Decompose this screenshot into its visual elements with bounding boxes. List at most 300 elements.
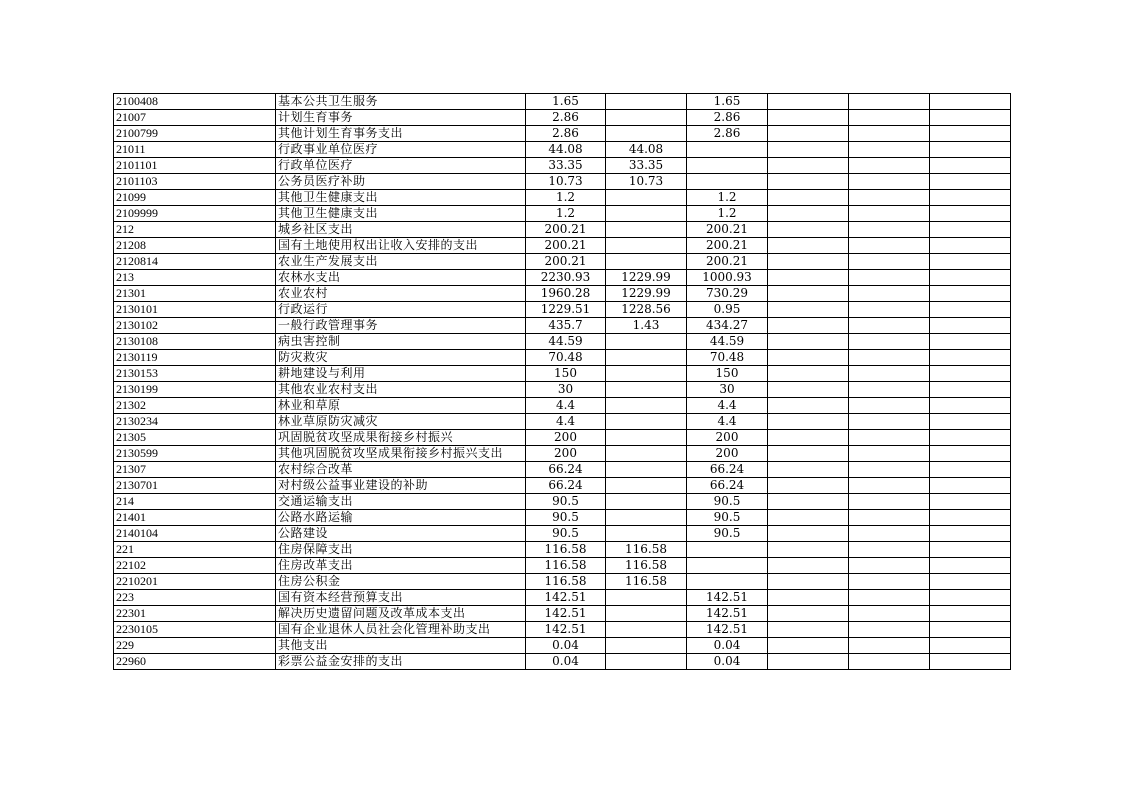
cell-subject-name: 一般行政管理事务 [276, 318, 526, 334]
table-row [114, 510, 1011, 526]
table-row [114, 110, 1011, 126]
cell-project-expenditure: 0.04 [687, 638, 768, 654]
cell-total: 200.21 [526, 238, 606, 254]
cell-total: 116.58 [526, 542, 606, 558]
cell-empty-col-8 [930, 590, 1011, 606]
cell-subject-name: 城乡社区支出 [276, 222, 526, 238]
cell-subject-code: 21011 [114, 142, 276, 158]
cell-total: 116.58 [526, 574, 606, 590]
cell-project-expenditure: 2.86 [687, 110, 768, 126]
cell-basic-expenditure: 1.43 [606, 318, 687, 334]
cell-basic-expenditure: 10.73 [606, 174, 687, 190]
table-body [114, 94, 1011, 670]
cell-empty-col-6 [768, 94, 849, 110]
cell-project-expenditure [687, 142, 768, 158]
cell-subject-code: 2101101 [114, 158, 276, 174]
cell-subject-code: 22301 [114, 606, 276, 622]
cell-empty-col-6 [768, 286, 849, 302]
cell-subject-name: 其他巩固脱贫攻坚成果衔接乡村振兴支出 [276, 446, 526, 462]
cell-subject-name: 农村综合改革 [276, 462, 526, 478]
cell-total: 150 [526, 366, 606, 382]
table-row [114, 318, 1011, 334]
cell-basic-expenditure [606, 478, 687, 494]
cell-empty-col-7 [849, 126, 930, 142]
cell-total: 200.21 [526, 222, 606, 238]
cell-empty-col-8 [930, 142, 1011, 158]
cell-empty-col-8 [930, 350, 1011, 366]
cell-basic-expenditure [606, 126, 687, 142]
cell-empty-col-6 [768, 510, 849, 526]
cell-total: 142.51 [526, 590, 606, 606]
cell-empty-col-6 [768, 430, 849, 446]
cell-subject-name: 住房公积金 [276, 574, 526, 590]
cell-basic-expenditure: 33.35 [606, 158, 687, 174]
cell-subject-name: 国有企业退休人员社会化管理补助支出 [276, 622, 526, 638]
table-row [114, 446, 1011, 462]
cell-project-expenditure: 142.51 [687, 622, 768, 638]
cell-empty-col-8 [930, 190, 1011, 206]
cell-empty-col-8 [930, 222, 1011, 238]
table-row [114, 526, 1011, 542]
table-row [114, 174, 1011, 190]
table-row [114, 382, 1011, 398]
cell-subject-code: 21099 [114, 190, 276, 206]
cell-total: 2.86 [526, 126, 606, 142]
cell-empty-col-7 [849, 382, 930, 398]
cell-total: 4.4 [526, 398, 606, 414]
cell-basic-expenditure: 116.58 [606, 558, 687, 574]
cell-empty-col-6 [768, 350, 849, 366]
cell-empty-col-8 [930, 622, 1011, 638]
cell-empty-col-8 [930, 174, 1011, 190]
cell-empty-col-8 [930, 526, 1011, 542]
cell-empty-col-8 [930, 414, 1011, 430]
cell-subject-name: 病虫害控制 [276, 334, 526, 350]
cell-empty-col-6 [768, 526, 849, 542]
cell-empty-col-6 [768, 334, 849, 350]
cell-total: 0.04 [526, 654, 606, 670]
cell-empty-col-6 [768, 174, 849, 190]
budget-expenditure-sheet [113, 93, 1010, 670]
cell-project-expenditure [687, 174, 768, 190]
cell-empty-col-6 [768, 590, 849, 606]
cell-subject-code: 2130153 [114, 366, 276, 382]
table-row [114, 206, 1011, 222]
table-row [114, 254, 1011, 270]
cell-empty-col-8 [930, 126, 1011, 142]
cell-subject-name: 农业农村 [276, 286, 526, 302]
cell-empty-col-7 [849, 190, 930, 206]
cell-empty-col-8 [930, 158, 1011, 174]
cell-total: 66.24 [526, 478, 606, 494]
cell-total: 1229.51 [526, 302, 606, 318]
cell-empty-col-6 [768, 622, 849, 638]
cell-empty-col-6 [768, 254, 849, 270]
cell-project-expenditure: 730.29 [687, 286, 768, 302]
cell-project-expenditure: 4.4 [687, 414, 768, 430]
cell-subject-code: 229 [114, 638, 276, 654]
cell-subject-name: 农业生产发展支出 [276, 254, 526, 270]
cell-basic-expenditure: 1228.56 [606, 302, 687, 318]
cell-empty-col-7 [849, 318, 930, 334]
cell-subject-code: 2130599 [114, 446, 276, 462]
cell-project-expenditure: 1.65 [687, 94, 768, 110]
cell-project-expenditure: 0.04 [687, 654, 768, 670]
cell-project-expenditure: 66.24 [687, 462, 768, 478]
cell-empty-col-8 [930, 238, 1011, 254]
cell-empty-col-7 [849, 414, 930, 430]
cell-empty-col-6 [768, 190, 849, 206]
cell-empty-col-8 [930, 206, 1011, 222]
cell-empty-col-6 [768, 158, 849, 174]
cell-basic-expenditure: 1229.99 [606, 286, 687, 302]
cell-empty-col-7 [849, 510, 930, 526]
cell-project-expenditure: 200.21 [687, 238, 768, 254]
cell-subject-code: 21208 [114, 238, 276, 254]
cell-total: 1.2 [526, 206, 606, 222]
cell-empty-col-8 [930, 510, 1011, 526]
cell-empty-col-7 [849, 606, 930, 622]
table-row [114, 574, 1011, 590]
cell-total: 200 [526, 446, 606, 462]
cell-empty-col-7 [849, 158, 930, 174]
cell-project-expenditure: 200.21 [687, 254, 768, 270]
cell-project-expenditure: 142.51 [687, 606, 768, 622]
cell-empty-col-7 [849, 94, 930, 110]
cell-subject-code: 2101103 [114, 174, 276, 190]
cell-total: 90.5 [526, 510, 606, 526]
cell-subject-code: 21401 [114, 510, 276, 526]
cell-empty-col-8 [930, 574, 1011, 590]
table-row [114, 654, 1011, 670]
cell-project-expenditure: 434.27 [687, 318, 768, 334]
cell-basic-expenditure [606, 494, 687, 510]
table-row [114, 238, 1011, 254]
cell-empty-col-8 [930, 494, 1011, 510]
cell-basic-expenditure [606, 350, 687, 366]
table-row [114, 606, 1011, 622]
cell-subject-name: 解决历史遗留问题及改革成本支出 [276, 606, 526, 622]
cell-total: 1.2 [526, 190, 606, 206]
cell-empty-col-8 [930, 446, 1011, 462]
cell-basic-expenditure [606, 462, 687, 478]
cell-basic-expenditure [606, 446, 687, 462]
cell-subject-name: 行政单位医疗 [276, 158, 526, 174]
table-row [114, 398, 1011, 414]
cell-subject-code: 214 [114, 494, 276, 510]
cell-basic-expenditure [606, 590, 687, 606]
cell-total: 90.5 [526, 494, 606, 510]
cell-empty-col-7 [849, 110, 930, 126]
cell-empty-col-6 [768, 446, 849, 462]
cell-subject-code: 2210201 [114, 574, 276, 590]
cell-subject-code: 22102 [114, 558, 276, 574]
table-row [114, 190, 1011, 206]
cell-empty-col-8 [930, 542, 1011, 558]
cell-empty-col-7 [849, 590, 930, 606]
cell-basic-expenditure [606, 206, 687, 222]
cell-empty-col-8 [930, 382, 1011, 398]
cell-subject-code: 2130701 [114, 478, 276, 494]
cell-project-expenditure: 90.5 [687, 510, 768, 526]
cell-empty-col-6 [768, 366, 849, 382]
cell-empty-col-8 [930, 462, 1011, 478]
cell-empty-col-6 [768, 606, 849, 622]
cell-empty-col-6 [768, 574, 849, 590]
cell-subject-name: 耕地建设与利用 [276, 366, 526, 382]
cell-empty-col-8 [930, 558, 1011, 574]
cell-basic-expenditure [606, 654, 687, 670]
cell-empty-col-6 [768, 382, 849, 398]
cell-empty-col-7 [849, 638, 930, 654]
cell-empty-col-6 [768, 222, 849, 238]
cell-subject-name: 基本公共卫生服务 [276, 94, 526, 110]
cell-empty-col-8 [930, 302, 1011, 318]
table-row [114, 590, 1011, 606]
cell-subject-code: 21305 [114, 430, 276, 446]
cell-total: 2230.93 [526, 270, 606, 286]
cell-project-expenditure: 70.48 [687, 350, 768, 366]
cell-project-expenditure: 4.4 [687, 398, 768, 414]
cell-basic-expenditure [606, 222, 687, 238]
cell-subject-name: 其他农业农村支出 [276, 382, 526, 398]
cell-basic-expenditure [606, 606, 687, 622]
cell-subject-name: 行政运行 [276, 302, 526, 318]
cell-empty-col-7 [849, 494, 930, 510]
cell-empty-col-7 [849, 478, 930, 494]
cell-subject-code: 221 [114, 542, 276, 558]
cell-subject-name: 林业草原防灾减灾 [276, 414, 526, 430]
cell-empty-col-7 [849, 542, 930, 558]
cell-subject-name: 林业和草原 [276, 398, 526, 414]
table-row [114, 414, 1011, 430]
cell-subject-code: 2140104 [114, 526, 276, 542]
table-row [114, 142, 1011, 158]
cell-empty-col-6 [768, 478, 849, 494]
cell-project-expenditure: 200.21 [687, 222, 768, 238]
cell-basic-expenditure [606, 190, 687, 206]
cell-subject-code: 213 [114, 270, 276, 286]
cell-empty-col-7 [849, 270, 930, 286]
cell-empty-col-8 [930, 654, 1011, 670]
cell-empty-col-8 [930, 606, 1011, 622]
cell-project-expenditure: 1.2 [687, 190, 768, 206]
table-row [114, 94, 1011, 110]
cell-subject-code: 212 [114, 222, 276, 238]
cell-total: 200 [526, 430, 606, 446]
table-row [114, 542, 1011, 558]
table-row [114, 302, 1011, 318]
cell-total: 0.04 [526, 638, 606, 654]
cell-empty-col-6 [768, 638, 849, 654]
cell-empty-col-6 [768, 462, 849, 478]
table-row [114, 366, 1011, 382]
cell-total: 44.59 [526, 334, 606, 350]
cell-empty-col-6 [768, 654, 849, 670]
cell-empty-col-6 [768, 558, 849, 574]
cell-empty-col-8 [930, 430, 1011, 446]
cell-subject-code: 2230105 [114, 622, 276, 638]
cell-basic-expenditure: 44.08 [606, 142, 687, 158]
cell-subject-name: 其他支出 [276, 638, 526, 654]
cell-empty-col-7 [849, 142, 930, 158]
cell-total: 1960.28 [526, 286, 606, 302]
cell-empty-col-7 [849, 430, 930, 446]
table-row [114, 286, 1011, 302]
cell-subject-name: 对村级公益事业建设的补助 [276, 478, 526, 494]
cell-empty-col-6 [768, 142, 849, 158]
table-row [114, 334, 1011, 350]
cell-subject-code: 22960 [114, 654, 276, 670]
cell-empty-col-7 [849, 206, 930, 222]
cell-empty-col-8 [930, 398, 1011, 414]
cell-empty-col-6 [768, 302, 849, 318]
cell-basic-expenditure [606, 430, 687, 446]
cell-empty-col-8 [930, 110, 1011, 126]
cell-total: 4.4 [526, 414, 606, 430]
cell-empty-col-7 [849, 238, 930, 254]
cell-empty-col-7 [849, 462, 930, 478]
cell-empty-col-8 [930, 94, 1011, 110]
cell-total: 30 [526, 382, 606, 398]
cell-project-expenditure: 200 [687, 446, 768, 462]
cell-empty-col-6 [768, 110, 849, 126]
cell-total: 70.48 [526, 350, 606, 366]
cell-empty-col-7 [849, 366, 930, 382]
cell-total: 116.58 [526, 558, 606, 574]
cell-subject-name: 巩固脱贫攻坚成果衔接乡村振兴 [276, 430, 526, 446]
cell-empty-col-7 [849, 222, 930, 238]
cell-basic-expenditure [606, 414, 687, 430]
cell-empty-col-7 [849, 622, 930, 638]
cell-basic-expenditure [606, 510, 687, 526]
cell-empty-col-6 [768, 494, 849, 510]
cell-subject-name: 公路水路运输 [276, 510, 526, 526]
cell-empty-col-6 [768, 414, 849, 430]
cell-project-expenditure [687, 558, 768, 574]
cell-basic-expenditure [606, 398, 687, 414]
cell-subject-code: 223 [114, 590, 276, 606]
cell-subject-code: 2130234 [114, 414, 276, 430]
cell-empty-col-8 [930, 366, 1011, 382]
cell-subject-name: 防灾救灾 [276, 350, 526, 366]
cell-subject-code: 2100408 [114, 94, 276, 110]
table-row [114, 494, 1011, 510]
cell-total: 200.21 [526, 254, 606, 270]
cell-subject-code: 2100799 [114, 126, 276, 142]
cell-project-expenditure: 1.2 [687, 206, 768, 222]
cell-total: 90.5 [526, 526, 606, 542]
cell-total: 2.86 [526, 110, 606, 126]
cell-subject-code: 2120814 [114, 254, 276, 270]
cell-empty-col-7 [849, 350, 930, 366]
cell-subject-name: 其他计划生育事务支出 [276, 126, 526, 142]
cell-basic-expenditure [606, 94, 687, 110]
cell-empty-col-7 [849, 302, 930, 318]
cell-total: 33.35 [526, 158, 606, 174]
cell-subject-name: 住房改革支出 [276, 558, 526, 574]
cell-subject-code: 21302 [114, 398, 276, 414]
cell-subject-name: 行政事业单位医疗 [276, 142, 526, 158]
cell-project-expenditure: 0.95 [687, 302, 768, 318]
cell-empty-col-7 [849, 254, 930, 270]
cell-basic-expenditure [606, 622, 687, 638]
cell-empty-col-7 [849, 574, 930, 590]
cell-subject-code: 2130101 [114, 302, 276, 318]
table-row [114, 222, 1011, 238]
cell-empty-col-8 [930, 286, 1011, 302]
cell-empty-col-6 [768, 126, 849, 142]
cell-empty-col-7 [849, 398, 930, 414]
cell-subject-name: 交通运输支出 [276, 494, 526, 510]
cell-project-expenditure: 44.59 [687, 334, 768, 350]
cell-empty-col-8 [930, 478, 1011, 494]
table-row [114, 430, 1011, 446]
cell-project-expenditure [687, 542, 768, 558]
cell-total: 435.7 [526, 318, 606, 334]
cell-subject-name: 计划生育事务 [276, 110, 526, 126]
cell-empty-col-8 [930, 254, 1011, 270]
cell-basic-expenditure: 116.58 [606, 542, 687, 558]
cell-project-expenditure: 66.24 [687, 478, 768, 494]
cell-subject-code: 21307 [114, 462, 276, 478]
cell-total: 142.51 [526, 606, 606, 622]
cell-basic-expenditure [606, 254, 687, 270]
table-row [114, 462, 1011, 478]
cell-empty-col-6 [768, 398, 849, 414]
table-row [114, 558, 1011, 574]
cell-project-expenditure: 200 [687, 430, 768, 446]
cell-subject-name: 住房保障支出 [276, 542, 526, 558]
cell-total: 10.73 [526, 174, 606, 190]
cell-total: 66.24 [526, 462, 606, 478]
cell-total: 1.65 [526, 94, 606, 110]
table-row [114, 478, 1011, 494]
cell-empty-col-6 [768, 270, 849, 286]
cell-empty-col-7 [849, 174, 930, 190]
cell-empty-col-7 [849, 286, 930, 302]
cell-subject-code: 2130108 [114, 334, 276, 350]
cell-subject-name: 其他卫生健康支出 [276, 190, 526, 206]
cell-basic-expenditure [606, 526, 687, 542]
cell-subject-code: 2130119 [114, 350, 276, 366]
cell-basic-expenditure [606, 382, 687, 398]
cell-subject-code: 21007 [114, 110, 276, 126]
table-row [114, 270, 1011, 286]
cell-basic-expenditure: 116.58 [606, 574, 687, 590]
cell-empty-col-8 [930, 334, 1011, 350]
cell-basic-expenditure [606, 366, 687, 382]
table-row [114, 350, 1011, 366]
cell-empty-col-6 [768, 542, 849, 558]
cell-subject-name: 农林水支出 [276, 270, 526, 286]
cell-project-expenditure: 150 [687, 366, 768, 382]
cell-subject-name: 公务员医疗补助 [276, 174, 526, 190]
table-row [114, 622, 1011, 638]
cell-total: 44.08 [526, 142, 606, 158]
cell-empty-col-6 [768, 206, 849, 222]
cell-empty-col-7 [849, 334, 930, 350]
cell-basic-expenditure [606, 238, 687, 254]
cell-empty-col-6 [768, 238, 849, 254]
cell-project-expenditure [687, 158, 768, 174]
cell-total: 142.51 [526, 622, 606, 638]
cell-empty-col-6 [768, 318, 849, 334]
table-row [114, 126, 1011, 142]
cell-empty-col-8 [930, 270, 1011, 286]
cell-project-expenditure: 30 [687, 382, 768, 398]
cell-subject-code: 2130102 [114, 318, 276, 334]
